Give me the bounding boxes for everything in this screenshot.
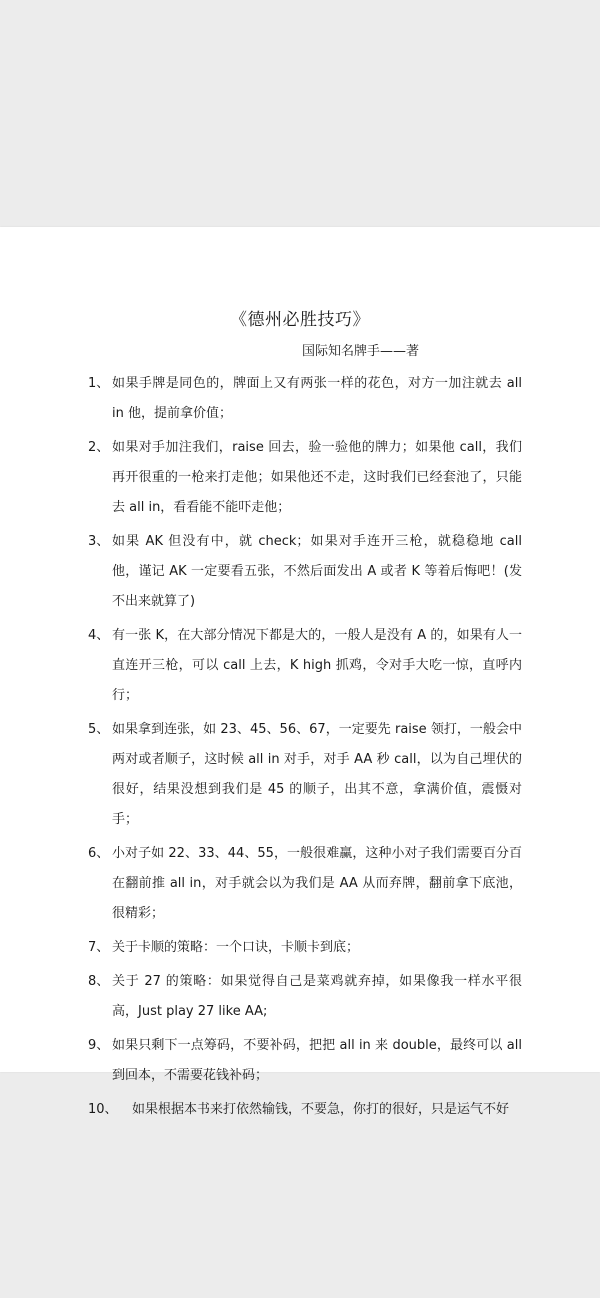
list-item (88, 369, 522, 429)
list-item (88, 839, 522, 929)
document-author: 国际知名牌手——著 (302, 344, 420, 359)
item-text: 关于 27 的策略：如果觉得自己是菜鸡就弃掉，如果像我一样水平很高，Just play 27 like AA; (112, 974, 522, 1019)
list-item (88, 621, 522, 711)
list-item (88, 715, 522, 835)
item-text: 有一张 K，在大部分情况下都是大的，一般人是没有 A 的，如果有人一直连开三枪，可以 call 上去，K high 抓鸡，令对手大吃一惊，直呼内行； (112, 628, 522, 703)
list-item (88, 433, 522, 523)
item-number: 7、 (88, 940, 110, 955)
item-number: 3、 (88, 534, 110, 549)
list-item (88, 527, 522, 617)
item-text: 如果拿到连张，如 23、45、56、67，一定要先 raise 领打，一般会中两对或者顺子，这时候 all in 对手，对手 AA 秒 call，以为自己埋伏的很好，结果没想到我们是 45 的顺子，出其不意，拿满价值，震慑对手； (112, 722, 522, 827)
document-page (0, 227, 600, 1117)
item-number: 1、 (88, 376, 110, 391)
item-number: 5、 (88, 722, 110, 737)
item-number: 8、 (88, 974, 110, 989)
item-text: 小对子如 22、33、44、55，一般很难赢，这种小对子我们需要百分百在翻前推 all in，对手就会以为我们是 AA 从而弃牌，翻前拿下底池，很精彩； (112, 846, 522, 921)
item-text: 如果只剩下一点筹码，不要补码，把把 all in 来 double，最终可以 all 到回本，不需要花钱补码； (112, 1038, 522, 1083)
tips-list (88, 369, 522, 1129)
item-text: 关于卡顺的策略：一个口诀，卡顺卡到底； (112, 940, 360, 955)
list-item (88, 933, 522, 963)
item-number: 10、 (88, 1102, 118, 1117)
item-number: 9、 (88, 1038, 110, 1053)
item-text: 如果 AK 但没有中，就 check；如果对手连开三枪，就稳稳地 call 他，谨记 AK 一定要看五张，不然后面发出 A 或者 K 等着后悔吧！(发不出来就算了) (112, 534, 522, 609)
item-number: 2、 (88, 440, 110, 455)
item-text: 如果手牌是同色的，牌面上又有两张一样的花色，对方一加注就去 all in 他，提前拿价值； (112, 376, 522, 421)
document-title: 《德州必胜技巧》 (230, 310, 370, 330)
item-number: 4、 (88, 628, 110, 643)
item-number: 6、 (88, 846, 110, 861)
item-text: 如果根据本书来打依然输钱，不要急，你打的很好，只是运气不好 (132, 1102, 510, 1117)
list-item (88, 1031, 522, 1091)
list-item (88, 967, 522, 1027)
list-item (88, 1095, 522, 1125)
item-text: 如果对手加注我们，raise 回去，验一验他的牌力；如果他 call，我们再开很重的一枪来打走他；如果他还不走，这时我们已经套池了，只能去 all in，看看能不能吓走他； (112, 440, 522, 515)
